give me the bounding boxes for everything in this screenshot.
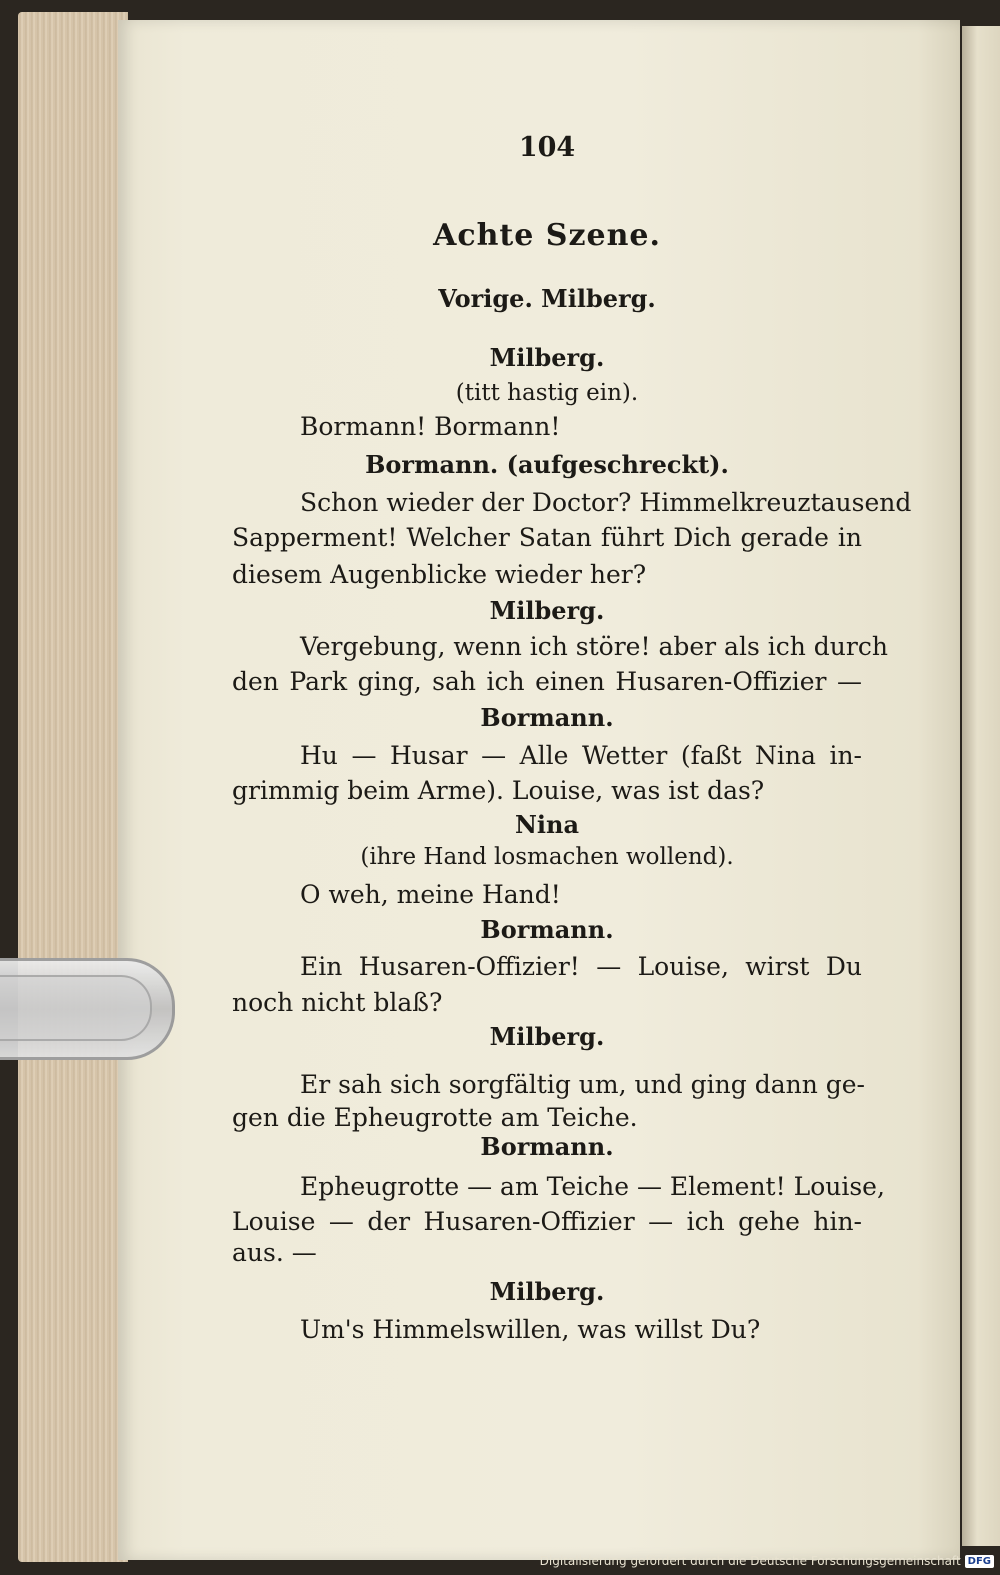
dialogue-line: Ein Husaren-Offizier! — Louise, wirst Du	[300, 952, 862, 981]
dialogue-line: Er sah sich sorgfältig um, und ging dann ge-	[300, 1070, 865, 1099]
speaker-name: Milberg.	[489, 343, 605, 372]
dialogue-line: noch nicht blaß?	[232, 988, 443, 1017]
speaker-name: Bormann.	[480, 1132, 614, 1161]
stage-direction: (titt hastig ein).	[455, 380, 639, 406]
characters-present: Vorige. Milberg.	[438, 284, 656, 313]
dialogue-line: gen die Epheugrotte am Teiche.	[232, 1103, 638, 1132]
speaker-name: Bormann.	[480, 703, 614, 732]
speaker-name: Bormann. (aufgeschreckt).	[365, 450, 729, 479]
speaker-name: Nina	[514, 810, 580, 839]
dialogue-line: Schon wieder der Doctor? Himmelkreuztausend	[300, 488, 912, 517]
dialogue-line: Epheugrotte — am Teiche — Element! Louise,	[300, 1172, 885, 1201]
dialogue-line: den Park ging, sah ich einen Husaren-Offizier —	[232, 667, 862, 696]
page-clip-inner	[0, 975, 152, 1041]
dialogue-line: Louise — der Husaren-Offizier — ich gehe hin-	[232, 1207, 862, 1236]
speaker-name: Milberg.	[489, 1277, 605, 1306]
page-number: 104	[518, 132, 576, 163]
speaker-name: Milberg.	[489, 596, 605, 625]
dialogue-line: aus. —	[232, 1238, 317, 1267]
book-page-edges	[18, 12, 128, 1562]
stage-direction: (ihre Hand losmachen wollend).	[360, 844, 734, 870]
dialogue-line: Sapperment! Welcher Satan führt Dich gerade in	[232, 523, 862, 552]
adjacent-page-edge	[962, 26, 1000, 1546]
dfg-logo: DFG	[965, 1555, 994, 1568]
dialogue-line: Um's Himmelswillen, was willst Du?	[300, 1315, 761, 1344]
dialogue-line: grimmig beim Arme). Louise, was ist das?	[232, 776, 765, 805]
dialogue-line: Vergebung, wenn ich störe! aber als ich durch	[300, 632, 888, 661]
digitization-credit	[540, 1551, 994, 1571]
dialogue-line: Hu — Husar — Alle Wetter (faßt Nina in-	[300, 741, 862, 770]
dialogue-line: Bormann! Bormann!	[300, 412, 561, 441]
dialogue-line: O weh, meine Hand!	[300, 880, 561, 909]
speaker-name: Bormann.	[480, 915, 614, 944]
scene-heading: Achte Szene.	[433, 218, 661, 253]
dialogue-line: diesem Augenblicke wieder her?	[232, 560, 647, 589]
speaker-name: Milberg.	[489, 1022, 605, 1051]
credit-text: Digitalisierung gefördert durch die Deutsche Forschungsgemeinschaft	[539, 1554, 961, 1568]
